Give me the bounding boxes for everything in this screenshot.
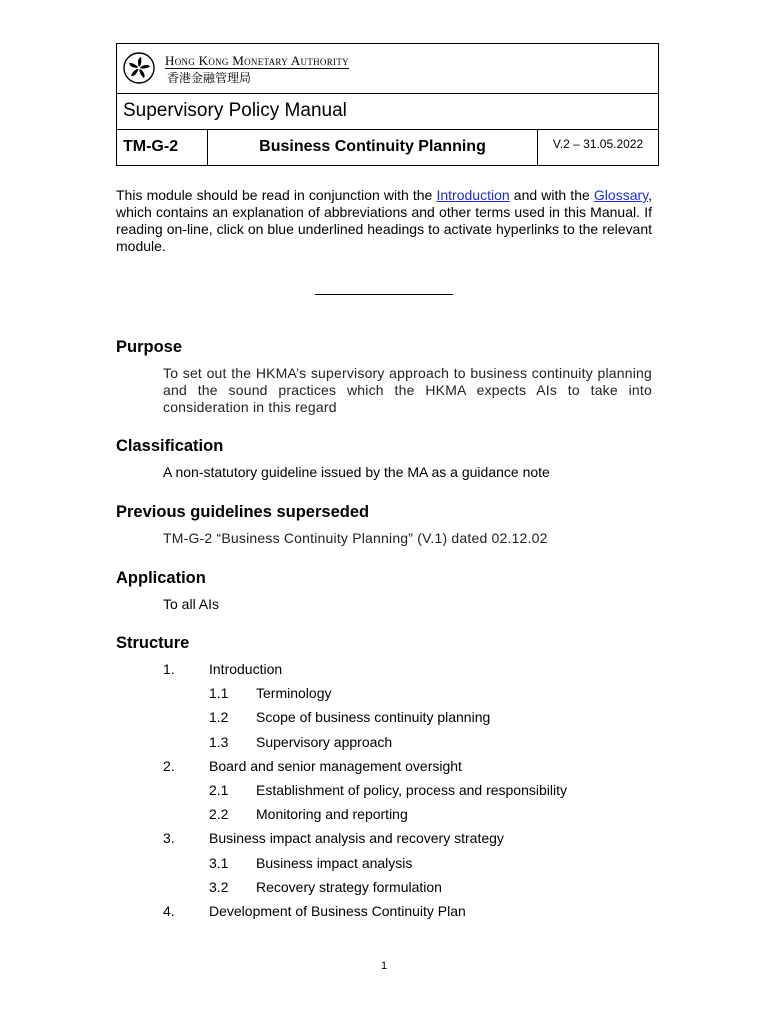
introduction-link[interactable]: Introduction xyxy=(436,187,510,203)
structure-item-label: Board and senior management oversight xyxy=(209,758,462,774)
module-title-cell xyxy=(208,130,538,165)
structure-item-number: 1. xyxy=(163,661,175,677)
intro-text-2: and with the xyxy=(509,187,594,203)
structure-item-label: Recovery strategy formulation xyxy=(256,879,442,895)
structure-item-number: 2. xyxy=(163,758,175,774)
structure-item-label: Business impact analysis xyxy=(256,855,413,871)
structure-item-number: 2.1 xyxy=(209,782,229,798)
intro-text-1: This module should be read in conjunction with the xyxy=(116,187,437,203)
structure-item-label: Scope of business continuity planning xyxy=(256,709,491,725)
structure-item-number: 1.1 xyxy=(209,685,229,701)
module-code-cell xyxy=(117,130,208,165)
intro-text-3: , which contains an explanation of abbreviations and other terms used in this Manual. If reading on-line, click on blue underlined headings to activate hyperlinks to the relevant module. xyxy=(116,187,652,254)
structure-item-label: Introduction xyxy=(209,661,283,677)
classification-text: A non-statutory guideline issued by the MA as a guidance note xyxy=(163,464,550,480)
structure-heading: Structure xyxy=(116,634,190,652)
manual-title: Supervisory Policy Manual xyxy=(123,100,347,121)
hkma-bauhinia-logo-icon xyxy=(123,52,155,84)
application-text: To all AIs xyxy=(163,596,220,612)
structure-item-label: Establishment of policy, process and responsibility xyxy=(256,782,568,798)
structure-item-label: Supervisory approach xyxy=(256,734,393,750)
intro-paragraph xyxy=(116,187,652,255)
module-version: V.2 – 31.05.2022 xyxy=(552,137,644,151)
module-version-cell xyxy=(538,130,658,165)
structure-item-label: Monitoring and reporting xyxy=(256,806,408,822)
header-table xyxy=(116,43,659,166)
structure-item-label: Business impact analysis and recovery strategy xyxy=(209,830,504,846)
page-number: 1 xyxy=(380,960,388,972)
structure-item-number: 4. xyxy=(163,903,175,919)
section-divider xyxy=(315,294,453,295)
org-name-en: Hong Kong Monetary Authority xyxy=(165,53,349,68)
purpose-heading: Purpose xyxy=(116,338,183,356)
application-heading: Application xyxy=(116,569,206,587)
module-code: TM-G-2 xyxy=(123,138,179,155)
org-name-zh: 香港金融管理局 xyxy=(167,71,252,85)
structure-item-label: Terminology xyxy=(256,685,332,701)
structure-item-number: 3.2 xyxy=(209,879,229,895)
header-org-row xyxy=(117,44,658,94)
structure-item-number: 2.2 xyxy=(209,806,229,822)
purpose-text: To set out the HKMA’s supervisory approach to business continuity planning and the sound practices which the HKMA expects AIs to take into consideration in this regard xyxy=(163,365,652,415)
structure-item-number: 3. xyxy=(163,830,175,846)
structure-item-label: Development of Business Continuity Plan xyxy=(209,903,466,919)
superseded-text: TM-G-2 “Business Continuity Planning” (V.1) dated 02.12.02 xyxy=(163,530,548,546)
header-manual-row xyxy=(117,94,658,130)
structure-item-number: 1.3 xyxy=(209,734,229,750)
structure-item-number: 3.1 xyxy=(209,855,229,871)
structure-item-number: 1.2 xyxy=(209,709,229,725)
superseded-heading: Previous guidelines superseded xyxy=(116,503,370,521)
module-title: Business Continuity Planning xyxy=(259,138,486,155)
header-module-row xyxy=(117,130,658,165)
classification-heading: Classification xyxy=(116,437,224,455)
glossary-link[interactable]: Glossary xyxy=(593,187,649,203)
